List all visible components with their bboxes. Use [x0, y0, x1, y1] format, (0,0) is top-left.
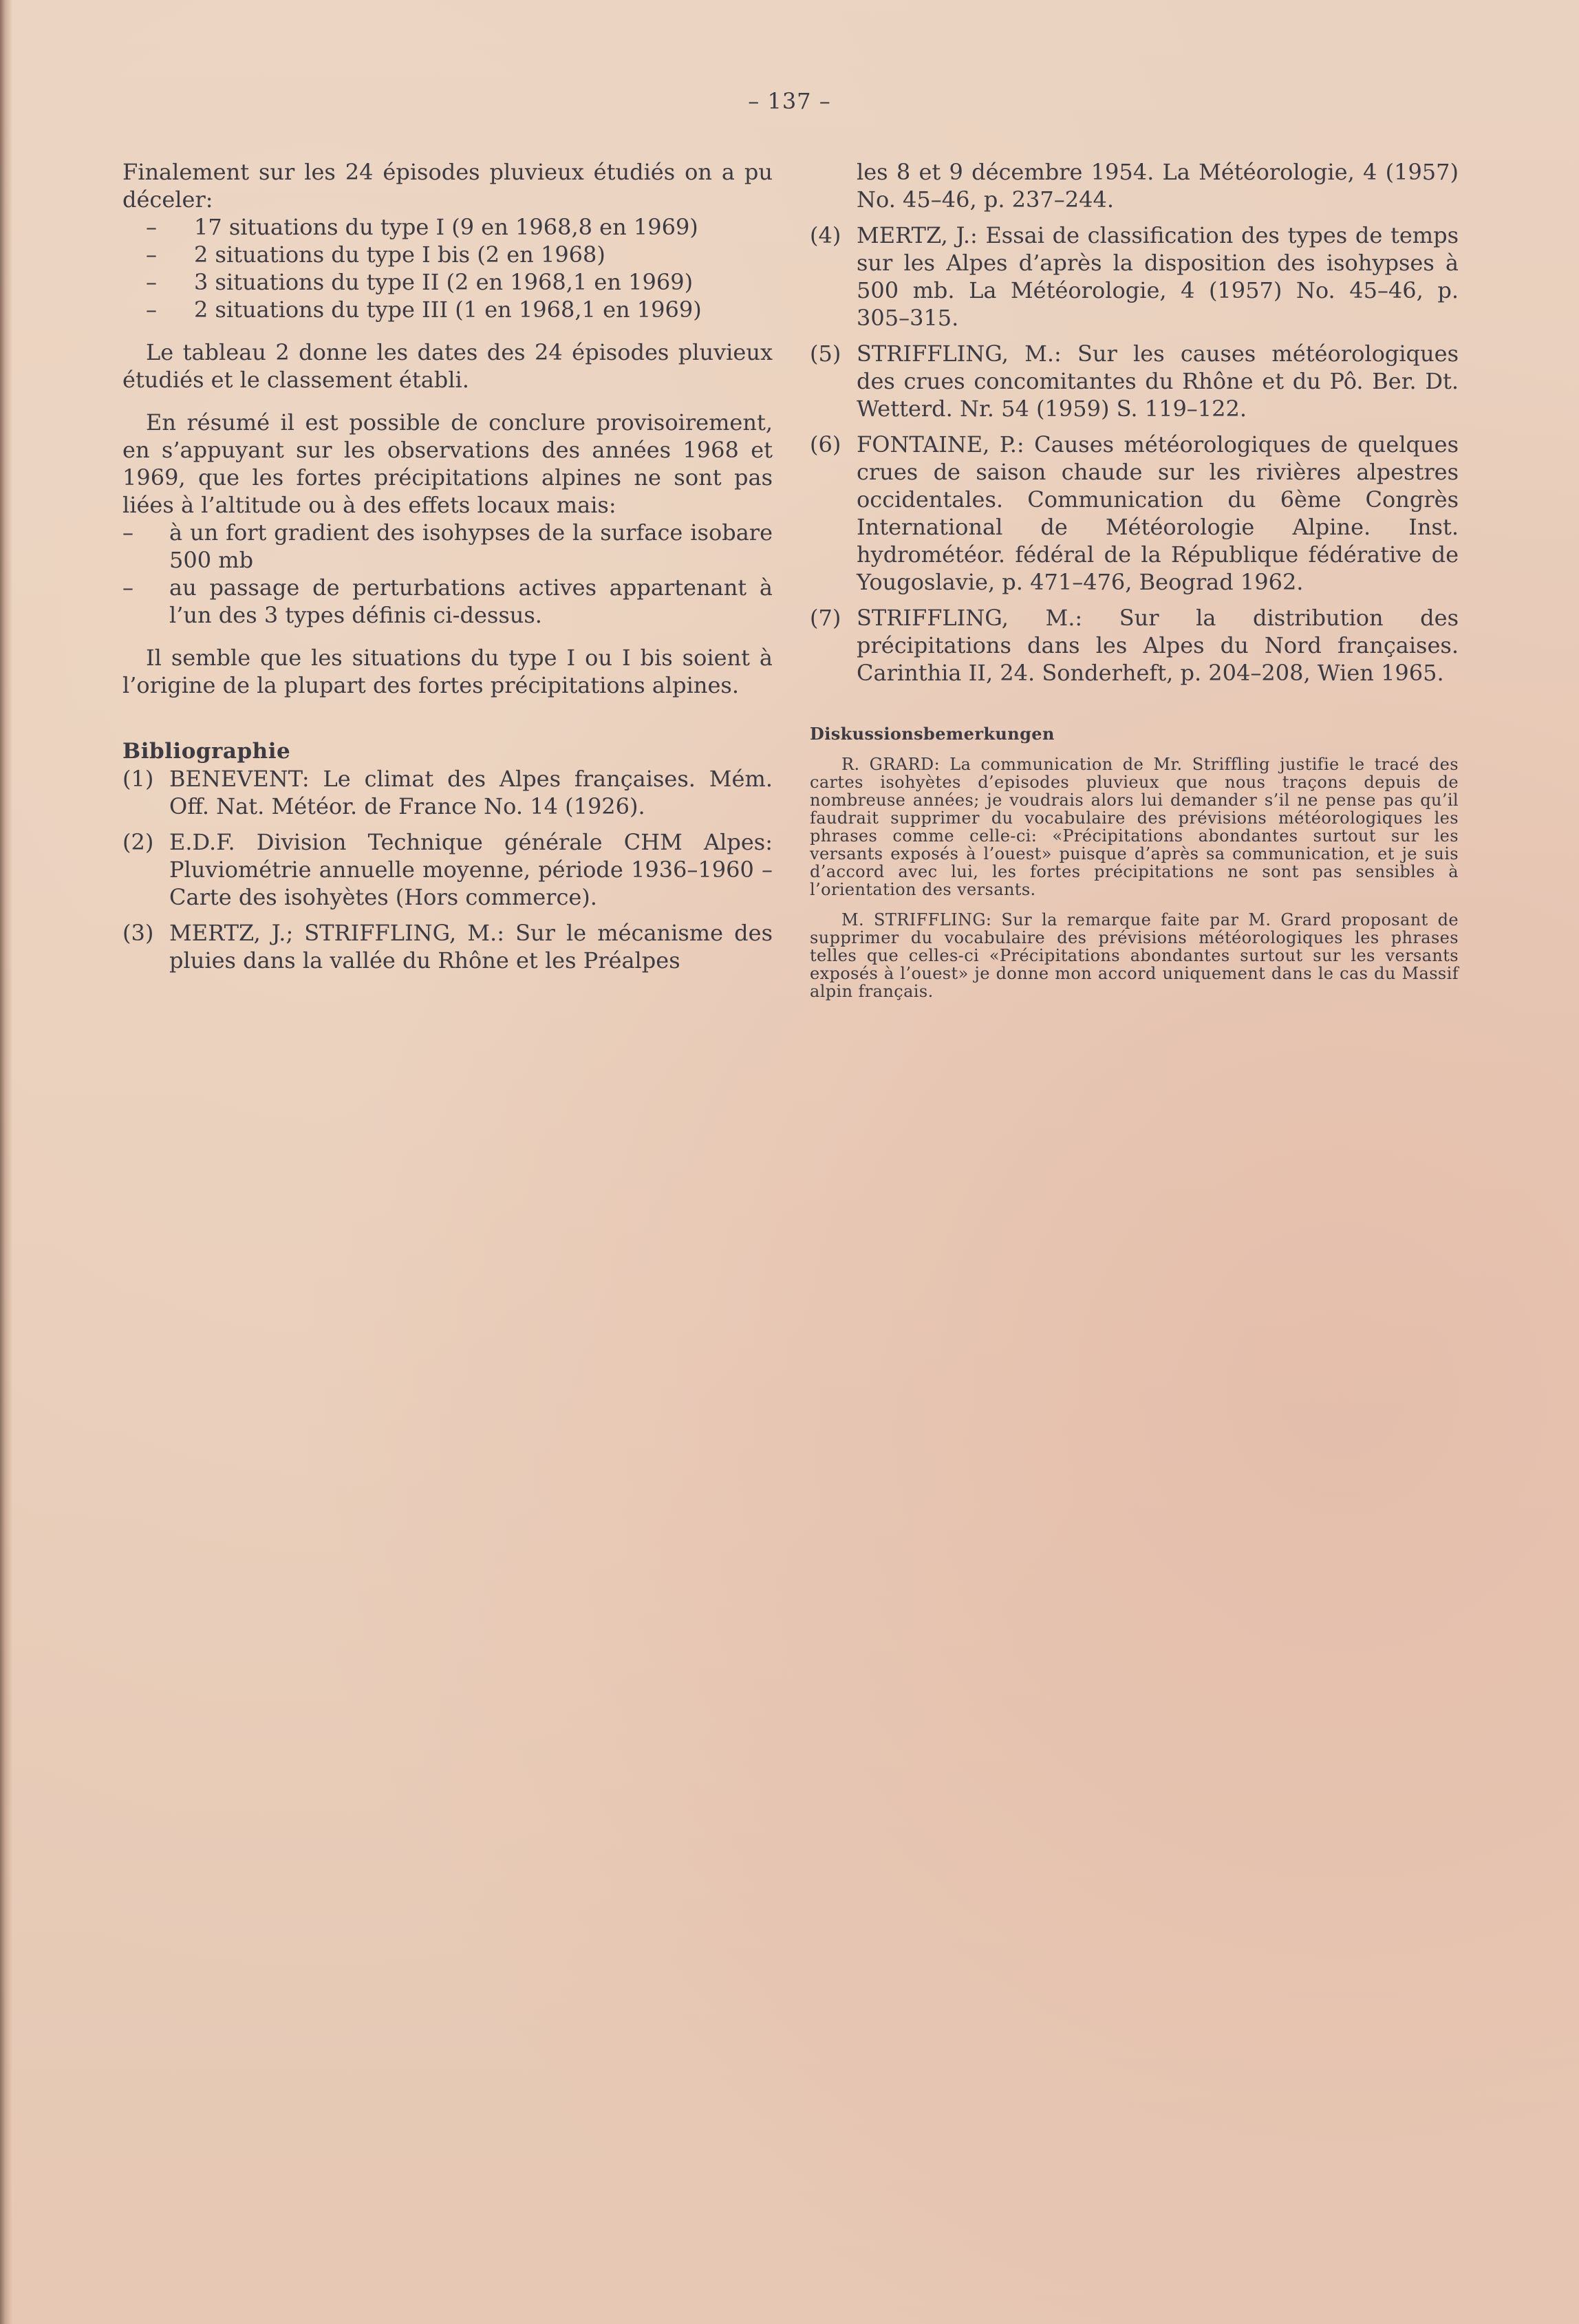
discussion-heading: Diskussionsbemerkungen — [810, 724, 1055, 744]
reference-item: (3) MERTZ, J.; STRIFFLING, M.: Sur le mécanisme des pluies dans la vallée du Rhône et les Préalpes — [122, 920, 773, 973]
causes-list — [122, 519, 773, 629]
cause-item: – au passage de perturbations actives appartenant à l’un des 3 types définis ci-dessus. — [122, 574, 773, 628]
tableau-paragraph: Le tableau 2 donne les dates des 24 épisodes pluvieux étudiés et le classement établi. — [122, 339, 773, 393]
reference-item: (6) FONTAINE, P.: Causes météorologiques de quelques crues de saison chaude sur les rivières alpestres occidentales. Communication du 6ème Congrès International de Météorologie Alpine. Inst. hydrométéor. fédéral de la République fédérative de Yougoslavie, p. 471–476, Beograd 1962. — [810, 431, 1459, 595]
left-column — [122, 158, 773, 974]
bibliography-list — [122, 765, 773, 974]
reference-item: (1) BENEVENT: Le climat des Alpes françaises. Mém. Off. Nat. Météor. de France No. 14 (1926). — [122, 766, 773, 819]
page-number: – 137 – — [748, 88, 831, 114]
bibliography-heading: Bibliographie — [122, 739, 291, 764]
situation-item: – 2 situations du type I bis (2 en 1968) — [146, 241, 605, 268]
discussion-section — [810, 725, 1459, 1000]
resume-paragraph: En résumé il est possible de conclure provisoirement, en s’appuyant sur les observations des années 1968 et 1969, que les fortes précipitations alpines ne sont pas liées à l’altitude ou à des effets locaux mais: — [122, 409, 773, 518]
situations-list — [122, 213, 773, 323]
bibliography-list-continued — [810, 222, 1459, 687]
situation-item: – 17 situations du type I (9 en 1968,8 en 1969) — [146, 214, 698, 240]
reference-item: (7) STRIFFLING, M.: Sur la distribution des précipitations dans les Alpes du Nord françaises. Carinthia II, 24. Sonderheft, p. 204–208, Wien 1965. — [810, 605, 1459, 686]
situation-item: – 3 situations du type II (2 en 1968,1 en 1969) — [146, 269, 694, 295]
right-column — [810, 158, 1459, 1000]
reference-item: (2) E.D.F. Division Technique générale CHM Alpes: Pluviométrie annuelle moyenne, période 1936–1960 – Carte des isohyètes (Hors commerce). — [122, 829, 773, 910]
situation-item: – 2 situations du type III (1 en 1968,1 en 1969) — [146, 297, 702, 323]
page-edge-shadow — [0, 0, 12, 2324]
cause-item: – à un fort gradient des isohypses de la surface isobare 500 mb — [122, 519, 773, 573]
discussion-striffling: M. STRIFFLING: Sur la remarque faite par M. Grard proposant de supprimer du vocabulaire des prévisions météorologiques les phrases telles que celles-ci «Précipitations abondantes surtout sur les versants exposés à l’ouest» je donne mon accord uniquement dans le cas du Massif alpin français. — [810, 910, 1459, 1001]
intro-paragraph: Finalement sur les 24 épisodes pluvieux étudiés on a pu déceler: — [122, 159, 773, 213]
conclusion-paragraph: Il semble que les situations du type I ou I bis soient à l’origine de la plupart des fortes précipitations alpines. — [122, 645, 773, 698]
discussion-grard: R. GRARD: La communication de Mr. Striffling justifie le tracé des cartes isohyètes d’episodes pluvieux que nous traçons depuis de nombreuse années; je voudrais alors lui demander s’il ne pense pas qu’il faudrait supprimer du vocabulaire des prévisions météorologiques les phrases comme celle-ci: «Précipitations abondantes surtout sur les versants exposés à l’ouest» puisque d’après sa communication, et je suis d’accord avec lui, les fortes précipitations ne sont pas sensibles à l’orientation des versants. — [810, 755, 1459, 899]
reference-item: (5) STRIFFLING, M.: Sur les causes météorologiques des crues concomitantes du Rhône et du Pô. Ber. Dt. Wetterd. Nr. 54 (1959) S. 119–122. — [810, 341, 1459, 422]
reference-item: (4) MERTZ, J.: Essai de classification des types de temps sur les Alpes d’après la disposition des isohypses à 500 mb. La Météorologie, 4 (1957) No. 45–46, p. 305–315. — [810, 222, 1459, 331]
reference-continuation: les 8 et 9 décembre 1954. La Météorologie, 4 (1957) No. 45–46, p. 237–244. — [857, 159, 1459, 213]
